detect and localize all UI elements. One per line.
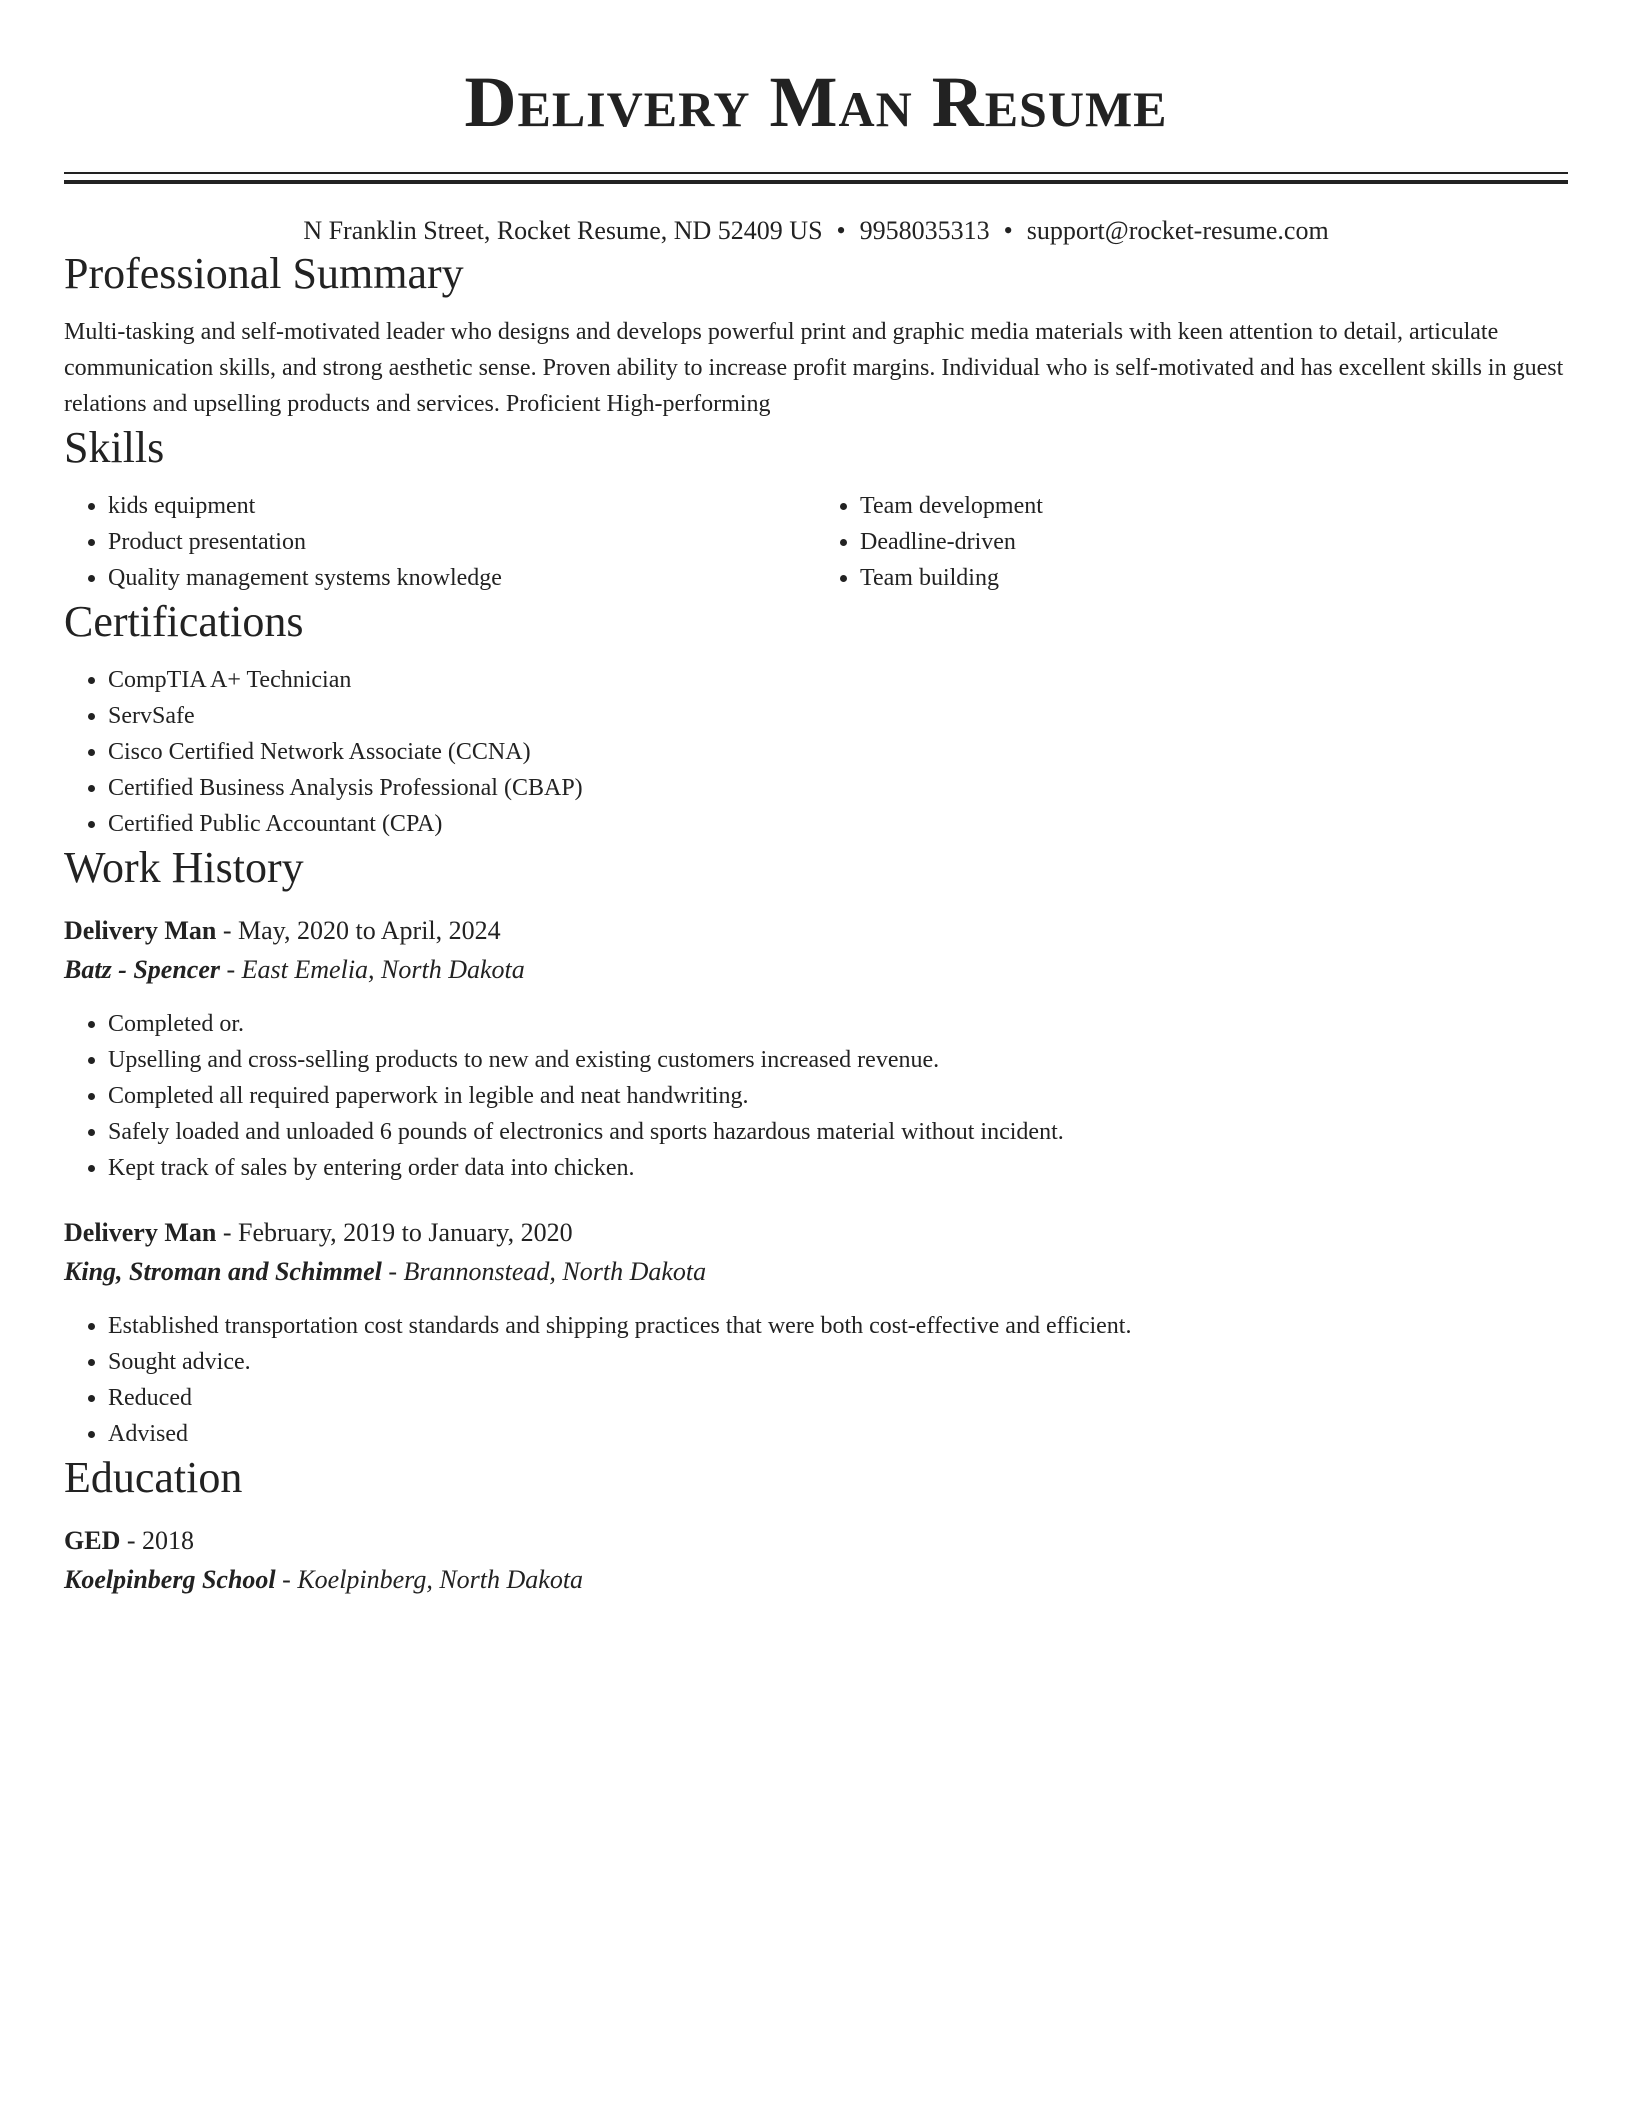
- contact-line: [64, 214, 1568, 248]
- certification-item: • Certified Business Analysis Professional (CBAP): [108, 770, 1568, 806]
- education-school-line: Koelpinberg School - Koelpinberg, North Dakota: [64, 1565, 584, 1594]
- job-duty: • Sought advice.: [108, 1344, 1568, 1380]
- certifications-list: [64, 662, 1568, 842]
- job-location: East Emelia, North Dakota: [241, 955, 525, 984]
- skill-item: • Quality management systems knowledge: [108, 560, 816, 596]
- education-location: Koelpinberg, North Dakota: [297, 1565, 584, 1594]
- contact-email: support@rocket-resume.com: [1026, 216, 1329, 245]
- skill-item: • Team building: [860, 560, 1568, 596]
- summary-text: Multi-tasking and self-motivated leader who designs and develops powerful print and graphic media materials with keen attention to detail, articulate communication skills, and strong aesthetic sense. Proven ability to increase profit margins. Individual who is self-motivated and has excellent skills in guest relations and upselling products and services. Proficient High-performing: [64, 319, 1564, 417]
- job-dates: February, 2019 to January, 2020: [238, 1218, 573, 1247]
- certification-item: • ServSafe: [108, 698, 1568, 734]
- job-company-line: Batz - Spencer - East Emelia, North Dakota: [64, 955, 525, 984]
- education-school: Koelpinberg School: [64, 1565, 276, 1594]
- certification-item: • Cisco Certified Network Associate (CCNA): [108, 734, 1568, 770]
- contact-separator: •: [1003, 216, 1013, 245]
- skill-item: • Deadline-driven: [860, 524, 1568, 560]
- job-entry: [64, 912, 1568, 1186]
- education-degree: GED: [64, 1526, 121, 1555]
- job-company: Batz - Spencer: [64, 955, 220, 984]
- skills-list-left: [64, 488, 816, 596]
- job-entry: [64, 1214, 1568, 1452]
- contact-address: N Franklin Street, Rocket Resume, ND 52409 US: [303, 216, 823, 245]
- job-duty: • Safely loaded and unloaded 6 pounds of electronics and sports hazardous material without incident.: [108, 1114, 1568, 1150]
- education-heading: Education: [64, 1453, 243, 1502]
- skills-heading: Skills: [64, 423, 165, 472]
- contact-phone: 9958035313: [859, 216, 990, 245]
- job-duty: • Upselling and cross-selling products to new and existing customers increased revenue.: [108, 1042, 1568, 1078]
- job-duty: • Completed or.: [108, 1006, 1568, 1042]
- certification-item: • CompTIA A+ Technician: [108, 662, 1568, 698]
- education-year: 2018: [142, 1526, 195, 1555]
- job-title: Delivery Man: [64, 1218, 217, 1247]
- job-company: King, Stroman and Schimmel: [64, 1257, 382, 1286]
- contact-separator: •: [836, 216, 846, 245]
- job-company-line: King, Stroman and Schimmel - Brannonstead, North Dakota: [64, 1257, 707, 1286]
- job-duty: • Reduced: [108, 1380, 1568, 1416]
- skills-list-right: [816, 488, 1568, 596]
- skills-grid: [64, 488, 1568, 596]
- education-degree-line: GED - 2018: [64, 1526, 195, 1555]
- job-duty: • Completed all required paperwork in legible and neat handwriting.: [108, 1078, 1568, 1114]
- job-duty: • Established transportation cost standards and shipping practices that were both cost-effective and efficient.: [108, 1308, 1568, 1344]
- skill-item: • Product presentation: [108, 524, 816, 560]
- certification-item: • Certified Public Accountant (CPA): [108, 806, 1568, 842]
- summary-heading: Professional Summary: [64, 249, 464, 298]
- job-duty: • Kept track of sales by entering order data into chicken.: [108, 1150, 1568, 1186]
- certifications-heading: Certifications: [64, 597, 304, 646]
- page-title: Delivery Man Resume: [464, 62, 1168, 142]
- job-title-line: Delivery Man - February, 2019 to January, 2020: [64, 1218, 573, 1247]
- title-divider-thin: [64, 172, 1568, 174]
- job-location: Brannonstead, North Dakota: [403, 1257, 707, 1286]
- title-divider-thick: [64, 180, 1568, 184]
- job-duties-list: [64, 1006, 1568, 1186]
- job-title-line: Delivery Man - May, 2020 to April, 2024: [64, 916, 501, 945]
- job-duty: • Advised: [108, 1416, 1568, 1452]
- work-history-heading: Work History: [64, 843, 304, 892]
- job-dates: May, 2020 to April, 2024: [238, 916, 501, 945]
- skill-item: • kids equipment: [108, 488, 816, 524]
- skill-item: • Team development: [860, 488, 1568, 524]
- job-title: Delivery Man: [64, 916, 217, 945]
- job-duties-list: [64, 1308, 1568, 1452]
